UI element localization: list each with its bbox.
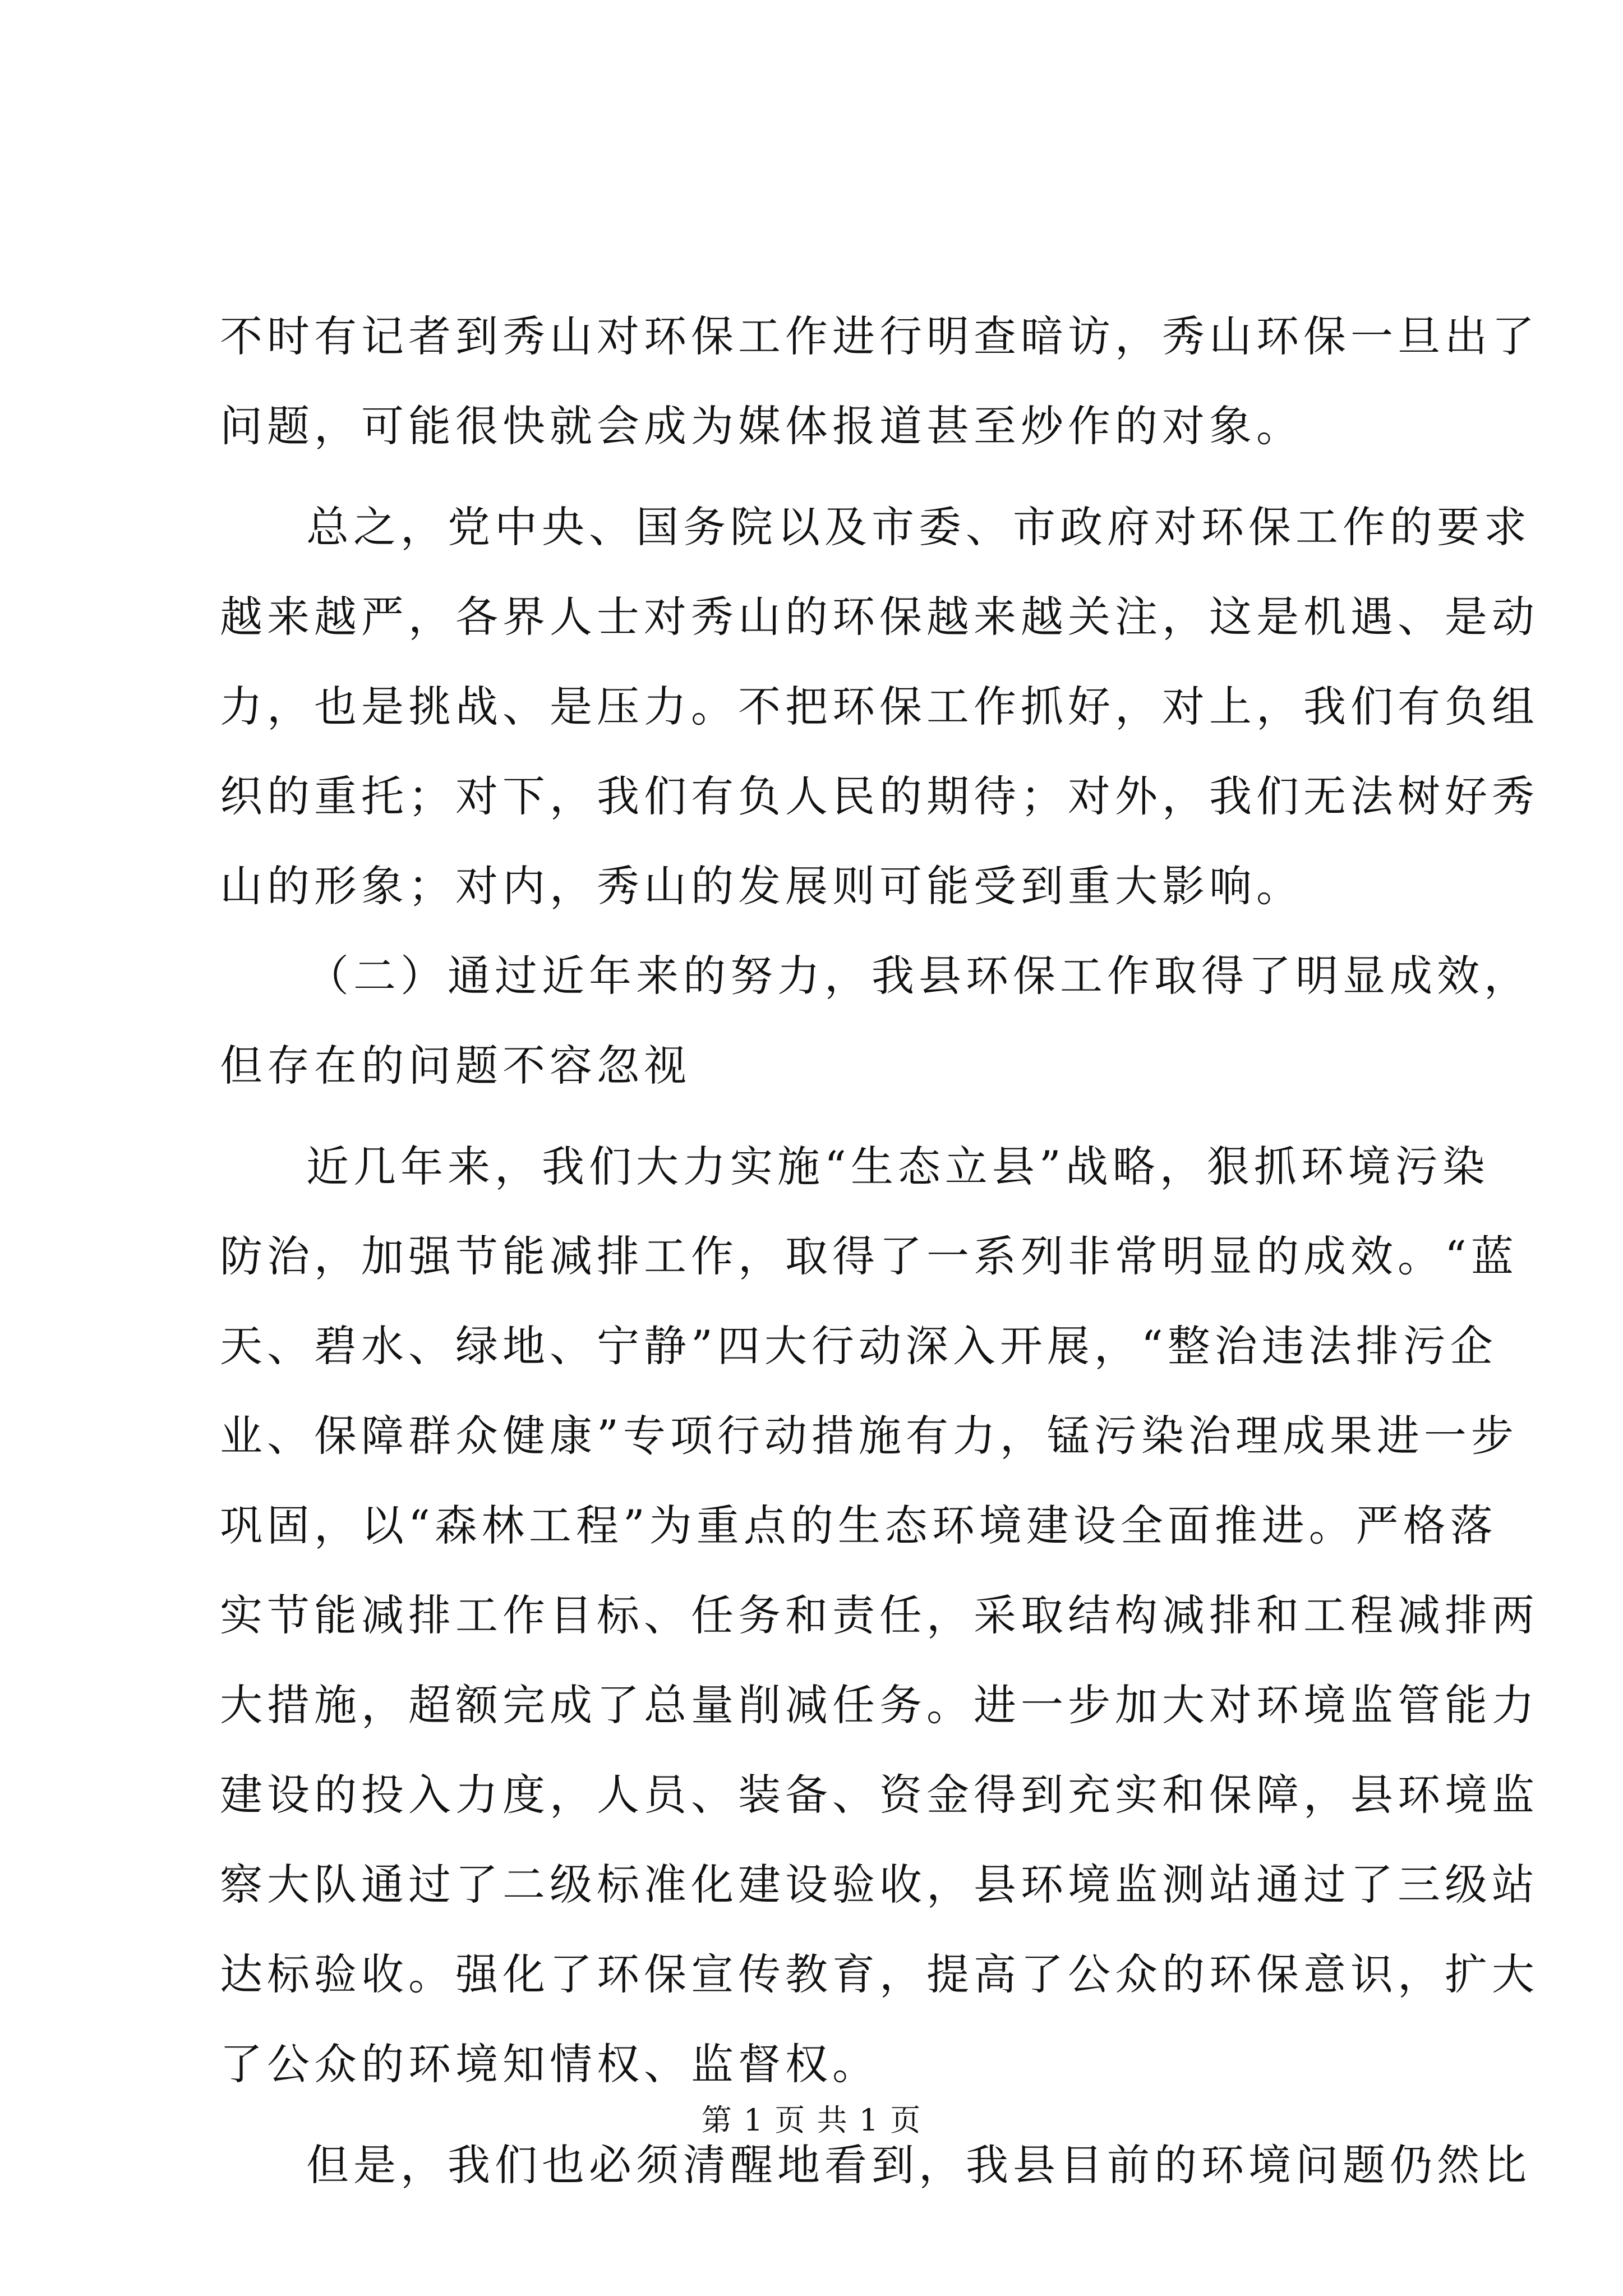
text-line-5: 力，也是挑战、是压力。不把环保工作抓好，对上，我们有负组 — [220, 682, 1539, 731]
text-line-13: 业、保障群众健康”专项行动措施有力，锰污染治理成果进一步 — [220, 1411, 1518, 1461]
section-heading-line-2: 但存在的问题不容忽视 — [220, 1041, 691, 1091]
text-line-6: 织的重托；对下，我们有负人民的期待；对外，我们无法树好秀 — [220, 771, 1539, 821]
text-line-11: 防治，加强节能减排工作，取得了一系列非常明显的成效。“蓝 — [220, 1231, 1518, 1281]
text-line-12: 天、碧水、绿地、宁静”四大行动深入开展，“整治违法排污企 — [220, 1321, 1497, 1371]
text-line-20: 了公众的环境知情权、监督权。 — [220, 2039, 879, 2089]
text-line-19: 达标验收。强化了环保宣传教育，提高了公众的环保意识，扩大 — [220, 1949, 1539, 1999]
text-line-14: 巩固，以“森林工程”为重点的生态环境建设全面推进。严格落 — [220, 1501, 1497, 1550]
text-line-17: 建设的投入力度，人员、装备、资金得到充实和保障，县环境监 — [220, 1770, 1539, 1820]
text-line-4: 越来越严，各界人士对秀山的环保越来越关注，这是机遇、是动 — [220, 592, 1539, 642]
text-line-16: 大措施，超额完成了总量削减任务。进一步加大对环境监管能力 — [220, 1680, 1539, 1730]
text-line-2: 问题，可能很快就会成为媒体报道甚至炒作的对象。 — [220, 401, 1303, 451]
text-line-1: 不时有记者到秀山对环保工作进行明查暗访，秀山环保一旦出了 — [220, 311, 1539, 361]
text-line-18: 察大队通过了二级标准化建设验收，县环境监测站通过了三级站 — [220, 1860, 1539, 1910]
text-line-15: 实节能减排工作目标、任务和责任，采取结构减排和工程减排两 — [220, 1590, 1539, 1640]
text-line-21: 但是，我们也必须清醒地看到，我县目前的环境问题仍然比 — [306, 2140, 1531, 2190]
page-number-footer: 第 1 页 共 1 页 — [701, 2102, 922, 2138]
text-line-10: 近几年来，我们大力实施“生态立县”战略，狠抓环境污染 — [306, 1142, 1490, 1191]
text-line-3: 总之，党中央、国务院以及市委、市政府对环保工作的要求 — [306, 502, 1531, 552]
section-heading-line-1: （二）通过近年来的努力，我县环保工作取得了明显成效， — [306, 951, 1531, 1001]
text-line-7: 山的形象；对内，秀山的发展则可能受到重大影响。 — [220, 861, 1303, 911]
